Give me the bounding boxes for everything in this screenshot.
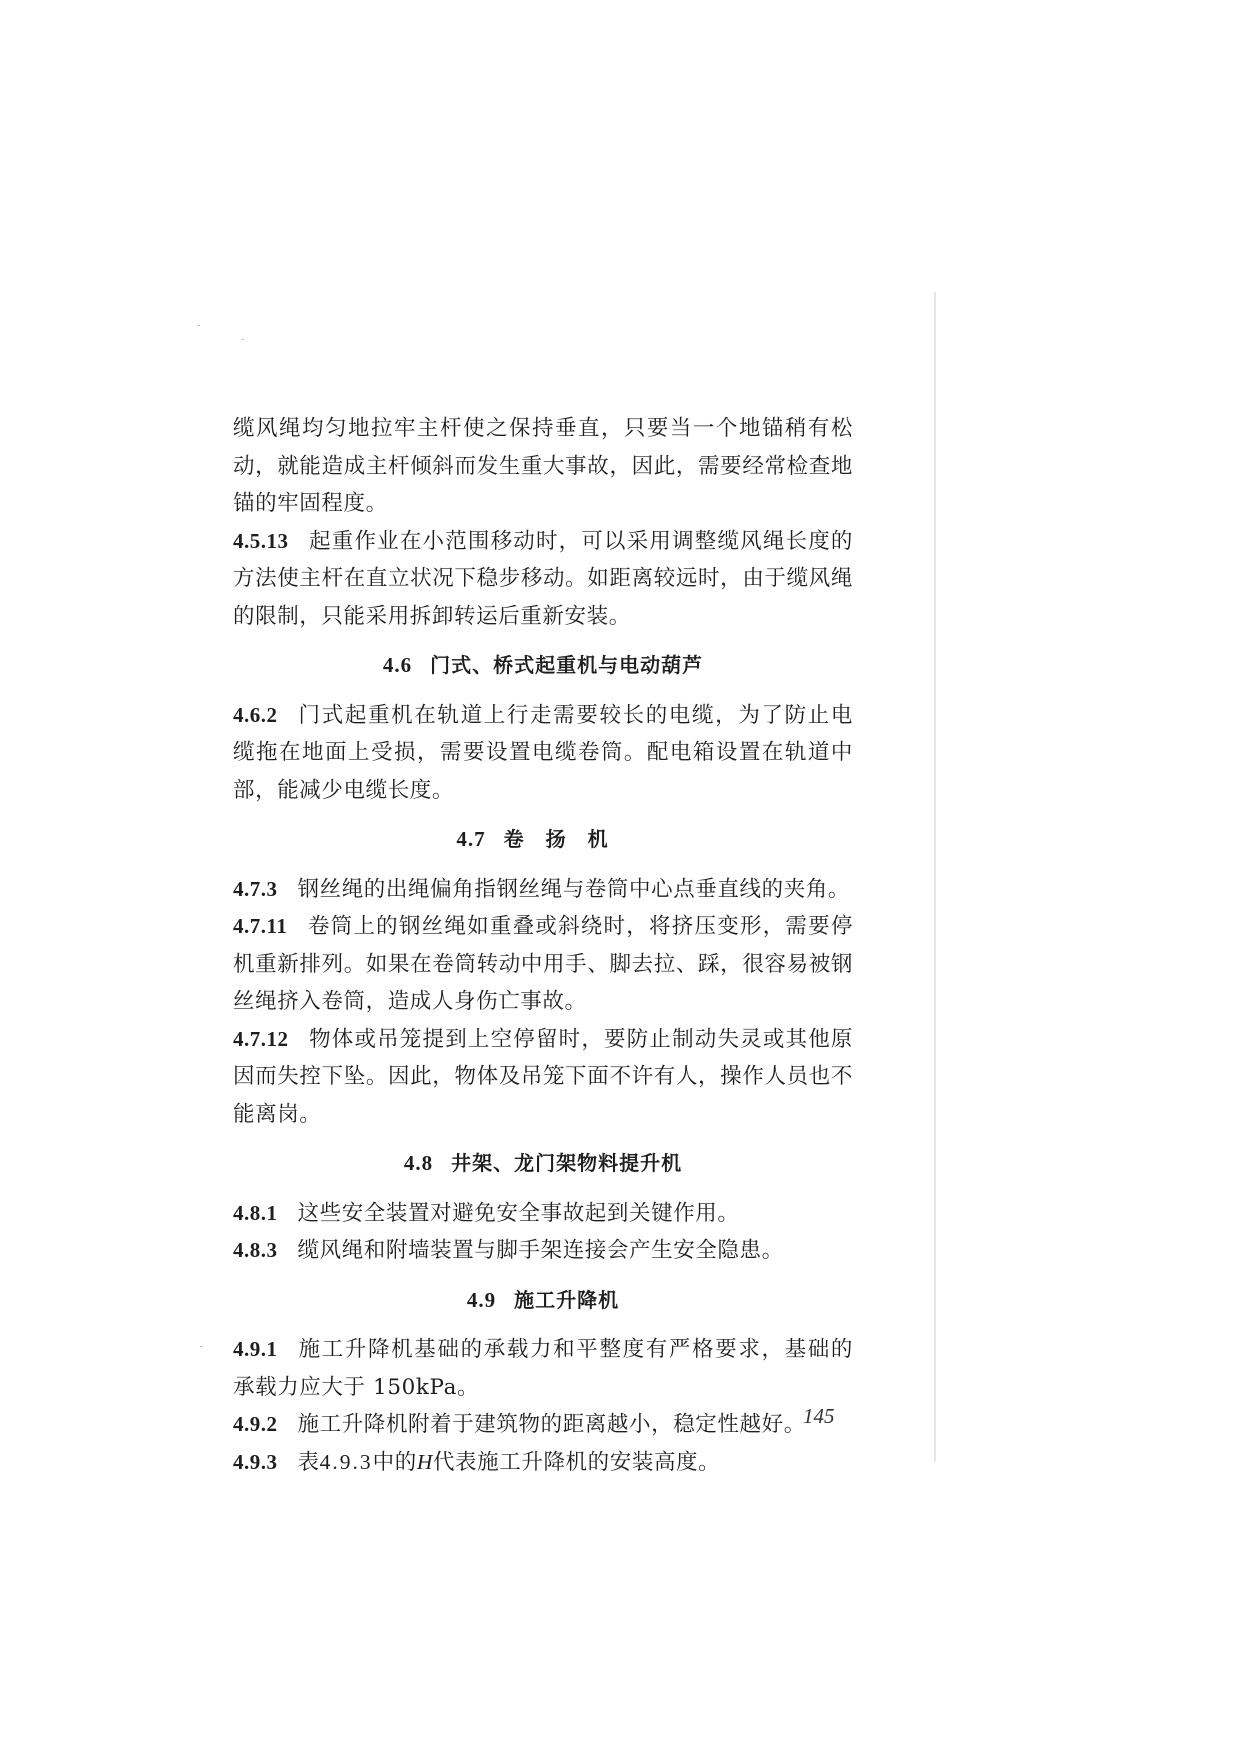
clause-text: 施工升降机基础的承载力和平整度有严格要求，基础的	[297, 1337, 853, 1362]
clause-number: 4.9.1	[233, 1337, 278, 1361]
clause-text-mid: 中的	[372, 1449, 417, 1475]
clause-4-9-1	[233, 1331, 853, 1406]
text-line: 能离岗。	[233, 1101, 322, 1127]
text-line: 承载力应大于 150kPa。	[233, 1374, 480, 1400]
section-number: 4.9	[466, 1287, 497, 1312]
clause-4-5-13	[233, 523, 853, 636]
clause-number: 4.6.2	[233, 702, 278, 727]
clause-4-9-2	[233, 1406, 853, 1444]
clause-text: 门式起重机在轨道上行走需要较长的电缆，为了防止电	[297, 702, 853, 728]
clause-text: 缆风绳和附墙装置与脚手架连接会产生安全隐患。	[297, 1238, 784, 1263]
text-line: 缆风绳均匀地拉牢主杆使之保持垂直，只要当一个地锚稍有松	[233, 416, 853, 441]
section-heading-4-6	[233, 647, 853, 685]
page-number: 145	[803, 1404, 835, 1428]
text-line: 部，能减少电缆长度。	[233, 777, 455, 803]
clause-text: 起重作业在小范围移动时，可以采用调整缆风绳长度的	[308, 528, 853, 554]
text-line	[233, 1406, 853, 1444]
clause-4-7-3	[233, 871, 853, 909]
section-heading-4-8	[233, 1145, 853, 1183]
text-line: 因而失控下坠。因此，物体及吊笼下面不许有人，操作人员也不	[233, 1064, 853, 1089]
section-title: 卷扬机	[503, 827, 630, 851]
clause-4-7-11	[233, 908, 853, 1021]
clause-4-7-12	[233, 1021, 853, 1134]
paragraph-continuation	[233, 410, 853, 523]
document-body	[233, 410, 853, 1481]
scan-speck	[242, 339, 244, 340]
section-heading-4-9	[233, 1282, 853, 1320]
text-line	[233, 1195, 853, 1233]
clause-4-8-1	[233, 1195, 853, 1233]
text-line	[233, 1444, 853, 1482]
section-heading-4-7	[233, 821, 853, 859]
clause-text: 这些安全装置对避免安全事故起到关键作用。	[297, 1200, 740, 1226]
section-number: 4.7	[456, 827, 486, 851]
text-line: 锚的牢固程度。	[233, 491, 388, 516]
scan-speck	[198, 325, 200, 326]
text-line	[233, 1021, 853, 1059]
clause-4-6-2	[233, 697, 853, 810]
section-title: 施工升降机	[514, 1287, 620, 1312]
clause-number: 4.8.1	[233, 1200, 278, 1225]
section-number: 4.8	[403, 1151, 434, 1175]
clause-number: 4.7.3	[233, 876, 278, 901]
text-line	[233, 1232, 853, 1270]
section-title: 井架、龙门架物料提升机	[451, 1151, 683, 1175]
text-line: 丝绳挤入卷筒，造成人身伤亡事故。	[233, 989, 587, 1014]
scan-speck	[200, 1346, 202, 1347]
clause-number: 4.9.3	[233, 1449, 278, 1474]
clause-4-8-3	[233, 1232, 853, 1270]
text-line	[233, 697, 853, 735]
clause-number: 4.7.12	[233, 1026, 289, 1051]
text-line	[233, 908, 853, 946]
text-line: 缆拖在地面上受损，需要设置电缆卷筒。配电箱设置在轨道中	[233, 740, 853, 765]
clause-text-suffix: 代表施工升降机的安装高度。	[432, 1449, 721, 1475]
section-title: 门式、桥式起重机与电动葫芦	[430, 653, 704, 677]
clause-number: 4.9.2	[233, 1412, 278, 1436]
text-line	[233, 523, 853, 561]
clause-4-9-3	[233, 1444, 853, 1482]
clause-text: 卷筒上的钢丝绳如重叠或斜绕时，将挤压变形，需要停	[307, 914, 853, 939]
text-line: 的限制，只能采用拆卸转运后重新安装。	[233, 603, 631, 629]
clause-number: 4.7.11	[233, 914, 288, 938]
clause-text: 钢丝绳的出绳偏角指钢丝绳与卷筒中心点垂直线的夹角。	[297, 876, 851, 902]
table-reference: 4.9.3	[319, 1449, 373, 1474]
text-line: 方法使主杆在直立状况下稳步移动。如距离较远时，由于缆风绳	[233, 566, 853, 591]
text-line	[233, 871, 853, 909]
clause-text: 物体或吊笼提到上空停留时，要防止制动失灵或其他原	[308, 1026, 853, 1052]
page-edge-shadow	[934, 292, 936, 1462]
section-number: 4.6	[382, 653, 413, 677]
clause-number: 4.8.3	[233, 1238, 278, 1262]
text-line: 机重新排列。如果在卷筒转动中用手、脚去拉、踩，很容易被钢	[233, 951, 853, 977]
clause-text: 施工升降机附着于建筑物的距离越小，稳定性越好。	[297, 1412, 806, 1437]
height-symbol: H	[416, 1449, 433, 1474]
text-line	[233, 1331, 853, 1369]
text-line: 动，就能造成主杆倾斜而发生重大事故，因此，需要经常检查地	[233, 453, 853, 479]
clause-number: 4.5.13	[233, 528, 289, 553]
clause-text-prefix: 表	[297, 1449, 320, 1475]
